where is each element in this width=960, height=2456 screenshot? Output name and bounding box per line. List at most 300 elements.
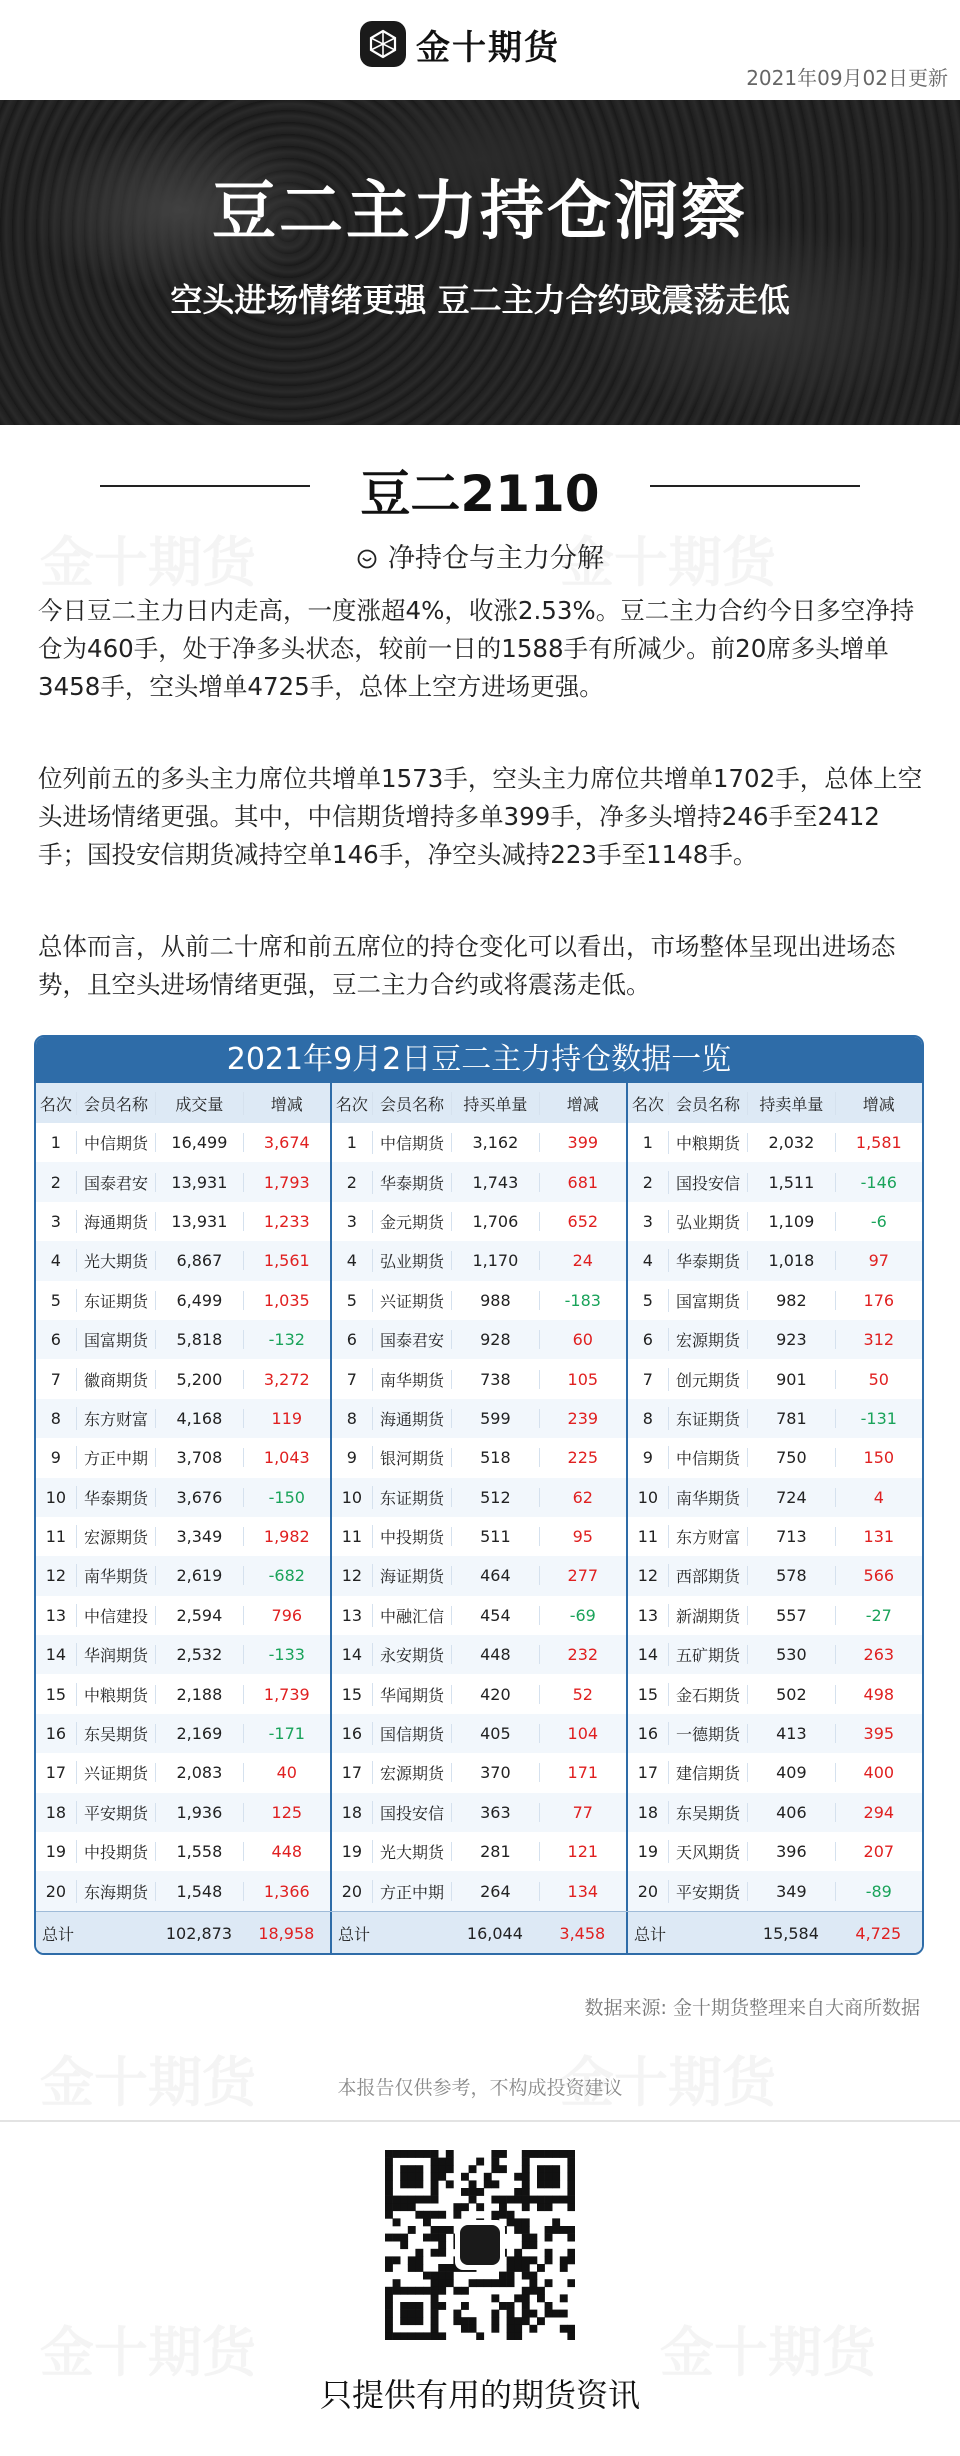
table-row	[332, 1674, 626, 1713]
volume-cell: 738	[451, 1370, 538, 1389]
volume-cell: 512	[451, 1488, 538, 1507]
change-cell: 3,272	[243, 1370, 330, 1389]
table-row	[332, 1753, 626, 1792]
table-row	[332, 1793, 626, 1832]
change-cell: 131	[835, 1527, 922, 1546]
rank-cell: 9	[50, 1448, 61, 1468]
brand-logo	[360, 20, 560, 68]
table-row	[332, 1517, 626, 1556]
table-row	[36, 1517, 330, 1556]
volume-cell: 420	[451, 1685, 538, 1704]
member-cell: 兴证期货	[76, 1761, 155, 1784]
volume-cell: 2,619	[155, 1566, 242, 1585]
table-row	[332, 1635, 626, 1674]
change-cell: 24	[539, 1251, 626, 1270]
member-cell: 弘业期货	[372, 1249, 451, 1272]
change-cell: 1,043	[243, 1448, 330, 1467]
paragraph-1: 今日豆二主力日内走高，一度涨超4%，收涨2.53%。豆二主力合约今日多空净持仓为460手，处于净多头状态，较前一日的1588手有所减少。前20席多头增单3458手，空头增单4725手，总体上空方进场更强。	[38, 596, 915, 701]
rank-cell: 17	[341, 1763, 363, 1783]
member-cell: 弘业期货	[668, 1210, 747, 1233]
table-row	[332, 1438, 626, 1477]
table-row	[36, 1793, 330, 1832]
member-cell: 创元期货	[668, 1368, 747, 1391]
rank-cell: 4	[50, 1251, 61, 1271]
table-row	[332, 1399, 626, 1438]
member-cell: 东吴期货	[668, 1801, 747, 1824]
volume-cell: 5,818	[155, 1330, 242, 1349]
table-row	[36, 1596, 330, 1635]
volume-cell: 2,532	[155, 1645, 242, 1664]
change-cell: 681	[539, 1173, 626, 1192]
volume-cell: 448	[451, 1645, 538, 1664]
member-cell: 东海期货	[76, 1880, 155, 1903]
table-row	[36, 1399, 330, 1438]
column-header: 名次	[39, 1094, 72, 1114]
volume-cell: 13,931	[155, 1212, 242, 1231]
change-cell: -6	[835, 1212, 922, 1231]
volume-cell: 3,162	[451, 1133, 538, 1152]
member-cell: 东证期货	[76, 1289, 155, 1312]
volume-cell: 511	[451, 1527, 538, 1546]
position-table	[34, 1035, 924, 1955]
volume-cell: 750	[747, 1448, 834, 1467]
volume-cell: 1,706	[451, 1212, 538, 1231]
table-panel	[332, 1083, 628, 1911]
change-cell: 277	[539, 1566, 626, 1585]
rank-cell: 11	[637, 1527, 659, 1547]
table-row	[628, 1399, 922, 1438]
member-cell: 海证期货	[372, 1564, 451, 1587]
change-cell: 294	[835, 1803, 922, 1822]
table-panel	[36, 1083, 332, 1911]
member-cell: 南华期货	[372, 1368, 451, 1391]
member-cell: 东证期货	[668, 1407, 747, 1430]
change-cell: 448	[243, 1842, 330, 1861]
table-row	[36, 1714, 330, 1753]
rank-cell: 7	[642, 1369, 653, 1389]
change-cell: 652	[539, 1212, 626, 1231]
volume-cell: 557	[747, 1606, 834, 1625]
volume-cell: 1,511	[747, 1173, 834, 1192]
member-cell: 华泰期货	[668, 1249, 747, 1272]
volume-cell: 2,188	[155, 1685, 242, 1704]
volume-cell: 413	[747, 1724, 834, 1743]
volume-cell: 3,708	[155, 1448, 242, 1467]
volume-cell: 2,169	[155, 1724, 242, 1743]
member-cell: 兴证期货	[372, 1289, 451, 1312]
change-cell: 207	[835, 1842, 922, 1861]
total-cell-group	[36, 1912, 332, 1955]
change-cell: -146	[835, 1173, 922, 1192]
total-volume: 15,584	[762, 1924, 819, 1943]
table-row	[332, 1556, 626, 1595]
table-row	[36, 1162, 330, 1201]
rank-cell: 1	[346, 1133, 357, 1153]
banner-title: 豆二主力持仓洞察	[212, 175, 748, 249]
footer-divider	[0, 2120, 960, 2122]
member-cell: 国信期货	[372, 1722, 451, 1745]
member-cell: 南华期货	[668, 1486, 747, 1509]
member-cell: 中信建投	[76, 1604, 155, 1627]
rank-cell: 19	[45, 1842, 67, 1862]
table-row	[628, 1202, 922, 1241]
column-header: 成交量	[155, 1092, 242, 1115]
change-cell: -133	[243, 1645, 330, 1664]
table-row	[36, 1438, 330, 1477]
rank-cell: 15	[341, 1684, 363, 1704]
contract-title: 豆二2110	[360, 465, 600, 523]
table-row	[36, 1281, 330, 1320]
slogan: 只提供有用的期货资讯	[319, 2376, 640, 2414]
volume-cell: 530	[747, 1645, 834, 1664]
section-subtitle	[0, 536, 960, 575]
total-change: 4,725	[855, 1924, 902, 1943]
change-cell: -131	[835, 1409, 922, 1428]
change-cell: -69	[539, 1606, 626, 1625]
member-cell: 金石期货	[668, 1683, 747, 1706]
top-bar	[0, 0, 960, 100]
change-cell: 62	[539, 1488, 626, 1507]
table-row	[36, 1202, 330, 1241]
change-cell: 1,035	[243, 1291, 330, 1310]
change-cell: 50	[835, 1370, 922, 1389]
table-row	[332, 1123, 626, 1162]
rank-cell: 18	[341, 1802, 363, 1822]
rank-cell: 14	[637, 1645, 659, 1665]
volume-cell: 988	[451, 1291, 538, 1310]
rank-cell: 4	[642, 1251, 653, 1271]
table-row	[36, 1832, 330, 1871]
volume-cell: 1,109	[747, 1212, 834, 1231]
table-row	[628, 1241, 922, 1280]
banner-subtitle: 空头进场情绪更强 豆二主力合约或震荡走低	[170, 281, 790, 319]
rank-cell: 8	[346, 1408, 357, 1428]
change-cell: 119	[243, 1409, 330, 1428]
member-cell: 一德期货	[668, 1722, 747, 1745]
member-cell: 徽商期货	[76, 1368, 155, 1391]
rank-cell: 10	[637, 1487, 659, 1507]
total-label: 总计	[634, 1925, 667, 1944]
table-row	[36, 1871, 330, 1910]
member-cell: 宏源期货	[668, 1328, 747, 1351]
rank-cell: 12	[341, 1566, 363, 1586]
change-cell: 1,739	[243, 1685, 330, 1704]
rank-cell: 14	[341, 1645, 363, 1665]
member-cell: 新湖期货	[668, 1604, 747, 1627]
volume-cell: 781	[747, 1409, 834, 1428]
member-cell: 天风期货	[668, 1840, 747, 1863]
volume-cell: 5,200	[155, 1370, 242, 1389]
member-cell: 宏源期货	[76, 1525, 155, 1548]
change-cell: 134	[539, 1882, 626, 1901]
member-cell: 永安期货	[372, 1643, 451, 1666]
volume-cell: 518	[451, 1448, 538, 1467]
table-row	[36, 1635, 330, 1674]
member-cell: 中投期货	[372, 1525, 451, 1548]
change-cell: 498	[835, 1685, 922, 1704]
volume-cell: 370	[451, 1763, 538, 1782]
table-row	[36, 1320, 330, 1359]
qr-code[interactable]	[385, 2150, 575, 2340]
section-heading	[0, 450, 960, 523]
rank-cell: 20	[637, 1881, 659, 1901]
table-row	[332, 1478, 626, 1517]
change-cell: -89	[835, 1882, 922, 1901]
member-cell: 海通期货	[372, 1407, 451, 1430]
volume-cell: 923	[747, 1330, 834, 1349]
rank-cell: 2	[346, 1172, 357, 1192]
volume-cell: 281	[451, 1842, 538, 1861]
rank-cell: 19	[341, 1842, 363, 1862]
rank-cell: 15	[45, 1684, 67, 1704]
table-row	[36, 1123, 330, 1162]
circle-icon	[356, 548, 378, 570]
disclaimer: 本报告仅供参考，不构成投资建议	[337, 2077, 623, 2099]
table-panel	[628, 1083, 922, 1911]
table-row	[628, 1123, 922, 1162]
change-cell: 60	[539, 1330, 626, 1349]
change-cell: 263	[835, 1645, 922, 1664]
volume-cell: 349	[747, 1882, 834, 1901]
rank-cell: 18	[45, 1802, 67, 1822]
column-header: 名次	[335, 1094, 368, 1114]
member-cell: 中粮期货	[76, 1683, 155, 1706]
member-cell: 国投安信	[372, 1801, 451, 1824]
column-header: 名次	[631, 1094, 664, 1114]
rank-cell: 13	[341, 1605, 363, 1625]
rank-cell: 6	[642, 1330, 653, 1350]
rank-cell: 11	[45, 1527, 67, 1547]
member-cell: 东方财富	[668, 1525, 747, 1548]
volume-cell: 454	[451, 1606, 538, 1625]
member-cell: 光大期货	[76, 1249, 155, 1272]
change-cell: -132	[243, 1330, 330, 1349]
table-row	[628, 1714, 922, 1753]
rank-cell: 17	[45, 1763, 67, 1783]
change-cell: 796	[243, 1606, 330, 1625]
member-cell: 银河期货	[372, 1446, 451, 1469]
rank-cell: 5	[642, 1290, 653, 1310]
table-row	[628, 1320, 922, 1359]
member-cell: 中信期货	[76, 1131, 155, 1154]
rank-cell: 2	[50, 1172, 61, 1192]
volume-cell: 2,594	[155, 1606, 242, 1625]
member-cell: 平安期货	[76, 1801, 155, 1824]
rank-cell: 12	[45, 1566, 67, 1586]
table-header-row	[628, 1083, 922, 1123]
member-cell: 光大期货	[372, 1840, 451, 1863]
table-row	[628, 1517, 922, 1556]
member-cell: 金元期货	[372, 1210, 451, 1233]
member-cell: 南华期货	[76, 1564, 155, 1587]
change-cell: 77	[539, 1803, 626, 1822]
volume-cell: 1,936	[155, 1803, 242, 1822]
table-row	[628, 1359, 922, 1398]
total-volume: 16,044	[466, 1924, 523, 1943]
rank-cell: 18	[637, 1802, 659, 1822]
change-cell: 395	[835, 1724, 922, 1743]
rank-cell: 8	[50, 1408, 61, 1428]
volume-cell: 724	[747, 1488, 834, 1507]
change-cell: 4	[835, 1488, 922, 1507]
member-cell: 国富期货	[668, 1289, 747, 1312]
rank-cell: 10	[341, 1487, 363, 1507]
change-cell: 105	[539, 1370, 626, 1389]
member-cell: 方正中期	[372, 1880, 451, 1903]
change-cell: 104	[539, 1724, 626, 1743]
rank-cell: 4	[346, 1251, 357, 1271]
member-cell: 平安期货	[668, 1880, 747, 1903]
change-cell: 312	[835, 1330, 922, 1349]
change-cell: 1,561	[243, 1251, 330, 1270]
volume-cell: 2,083	[155, 1763, 242, 1782]
rank-cell: 6	[50, 1330, 61, 1350]
change-cell: 52	[539, 1685, 626, 1704]
volume-cell: 405	[451, 1724, 538, 1743]
brand-name: 金十期货	[416, 27, 560, 68]
volume-cell: 4,168	[155, 1409, 242, 1428]
member-cell: 东证期货	[372, 1486, 451, 1509]
table-row	[628, 1438, 922, 1477]
column-header: 会员名称	[76, 1092, 155, 1115]
rank-cell: 20	[45, 1881, 67, 1901]
change-cell: 125	[243, 1803, 330, 1822]
total-cell-group	[332, 1912, 628, 1955]
volume-cell: 363	[451, 1803, 538, 1822]
table-title: 2021年9月2日豆二主力持仓数据一览	[36, 1037, 922, 1083]
rank-cell: 16	[45, 1724, 67, 1744]
change-cell: -150	[243, 1488, 330, 1507]
rank-cell: 20	[341, 1881, 363, 1901]
data-source: 数据来源: 金十期货整理来自大商所数据	[584, 1997, 920, 2019]
member-cell: 五矿期货	[668, 1643, 747, 1666]
member-cell: 华闻期货	[372, 1683, 451, 1706]
change-cell: 1,366	[243, 1882, 330, 1901]
rank-cell: 3	[642, 1211, 653, 1231]
rank-cell: 16	[341, 1724, 363, 1744]
rank-cell: 8	[642, 1408, 653, 1428]
member-cell: 海通期货	[76, 1210, 155, 1233]
change-cell: 399	[539, 1133, 626, 1152]
rank-cell: 11	[341, 1527, 363, 1547]
table-panels	[36, 1083, 922, 1911]
change-cell: 1,793	[243, 1173, 330, 1192]
table-row	[332, 1359, 626, 1398]
table-header-row	[332, 1083, 626, 1123]
member-cell: 中粮期货	[668, 1131, 747, 1154]
table-row	[332, 1241, 626, 1280]
volume-cell: 1,018	[747, 1251, 834, 1270]
table-row	[628, 1478, 922, 1517]
table-row	[332, 1714, 626, 1753]
change-cell: 3,674	[243, 1133, 330, 1152]
volume-cell: 13,931	[155, 1173, 242, 1192]
volume-cell: 406	[747, 1803, 834, 1822]
member-cell: 华泰期货	[372, 1171, 451, 1194]
table-row	[332, 1871, 626, 1910]
hero-banner	[0, 100, 960, 425]
change-cell: 239	[539, 1409, 626, 1428]
rank-cell: 15	[637, 1684, 659, 1704]
member-cell: 方正中期	[76, 1446, 155, 1469]
total-cell-group	[628, 1912, 922, 1955]
volume-cell: 901	[747, 1370, 834, 1389]
rank-cell: 5	[346, 1290, 357, 1310]
rank-cell: 9	[642, 1448, 653, 1468]
change-cell: 1,581	[835, 1133, 922, 1152]
member-cell: 西部期货	[668, 1564, 747, 1587]
rank-cell: 7	[50, 1369, 61, 1389]
column-header: 增减	[243, 1092, 330, 1115]
change-cell: -27	[835, 1606, 922, 1625]
rank-cell: 12	[637, 1566, 659, 1586]
table-row	[332, 1162, 626, 1201]
member-cell: 宏源期货	[372, 1761, 451, 1784]
volume-cell: 1,548	[155, 1882, 242, 1901]
rank-cell: 7	[346, 1369, 357, 1389]
change-cell: 1,233	[243, 1212, 330, 1231]
subtitle-text: 净持仓与主力分解	[388, 543, 604, 574]
table-row	[628, 1635, 922, 1674]
table-row	[332, 1202, 626, 1241]
column-header: 持买单量	[451, 1092, 538, 1115]
change-cell: 40	[243, 1763, 330, 1782]
update-date: 2021年09月02日更新	[746, 66, 948, 90]
table-total-row	[36, 1911, 922, 1955]
volume-cell: 6,867	[155, 1251, 242, 1270]
volume-cell: 1,558	[155, 1842, 242, 1861]
column-header: 增减	[539, 1092, 626, 1115]
table-row	[628, 1871, 922, 1910]
change-cell: 97	[835, 1251, 922, 1270]
member-cell: 中投期货	[76, 1840, 155, 1863]
table-row	[628, 1162, 922, 1201]
volume-cell: 578	[747, 1566, 834, 1585]
table-row	[36, 1241, 330, 1280]
volume-cell: 502	[747, 1685, 834, 1704]
volume-cell: 464	[451, 1566, 538, 1585]
change-cell: 95	[539, 1527, 626, 1546]
table-row	[332, 1320, 626, 1359]
rank-cell: 17	[637, 1763, 659, 1783]
member-cell: 国富期货	[76, 1328, 155, 1351]
logo-icon	[360, 21, 406, 67]
rank-cell: 16	[637, 1724, 659, 1744]
change-cell: 1,982	[243, 1527, 330, 1546]
rank-cell: 13	[45, 1605, 67, 1625]
column-header: 会员名称	[668, 1092, 747, 1115]
volume-cell: 928	[451, 1330, 538, 1349]
rank-cell: 19	[637, 1842, 659, 1862]
volume-cell: 264	[451, 1882, 538, 1901]
table-row	[332, 1596, 626, 1635]
change-cell: -171	[243, 1724, 330, 1743]
volume-cell: 982	[747, 1291, 834, 1310]
change-cell: 150	[835, 1448, 922, 1467]
member-cell: 东吴期货	[76, 1722, 155, 1745]
member-cell: 中融汇信	[372, 1604, 451, 1627]
column-header: 持卖单量	[747, 1092, 834, 1115]
member-cell: 国投安信	[668, 1171, 747, 1194]
rank-cell: 6	[346, 1330, 357, 1350]
rank-cell: 9	[346, 1448, 357, 1468]
member-cell: 国泰君安	[372, 1328, 451, 1351]
change-cell: -183	[539, 1291, 626, 1310]
total-change: 18,958	[258, 1924, 315, 1943]
volume-cell: 1,170	[451, 1251, 538, 1270]
total-label: 总计	[42, 1925, 75, 1944]
total-change: 3,458	[559, 1924, 606, 1943]
